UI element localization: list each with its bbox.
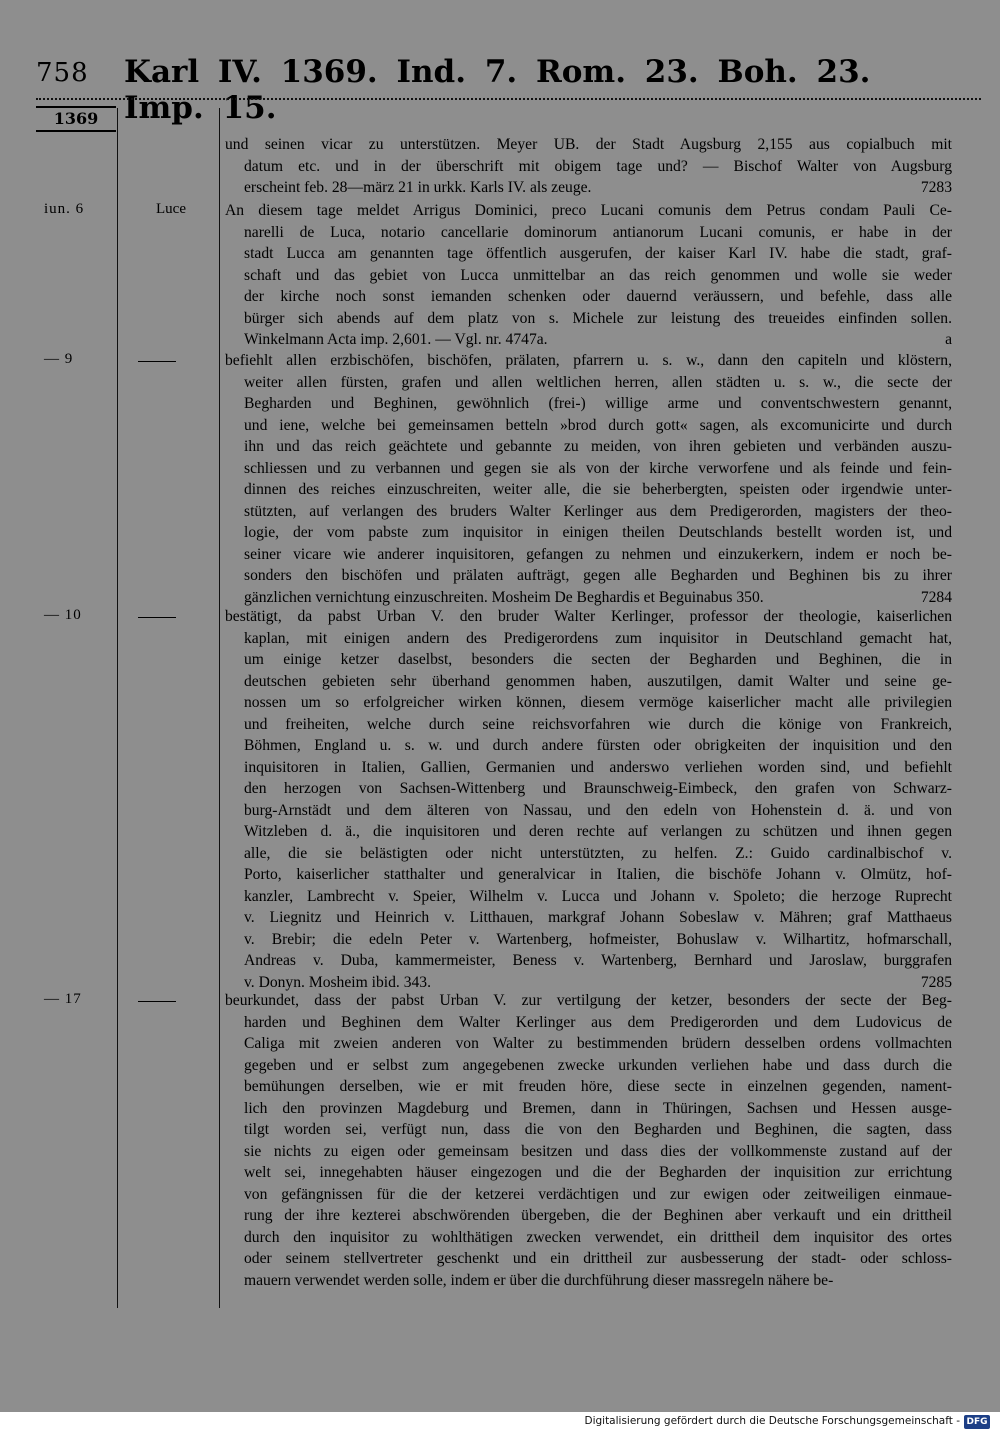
entry-text [225,134,952,199]
dfg-logo: DFG [964,1415,990,1429]
entry-line: Caliga mit zweien anderen von Walter zu bestimmenden brüdern desselben ordens vollmachten [244,1035,952,1052]
entry-place: Luce [156,201,186,217]
entry-line: v. Brebir; die edeln Peter v. Wartenberg, hofmeister, Bohuslaw v. Wilhartitz, hofmarschall, [244,930,952,948]
entry-line: Andreas v. Duba, kammermeister, Beness v. Wartenberg, Bernhard und Jaroslaw, burggrafen [244,952,952,969]
entry-line: narelli de Luca, notario cancellarie dominorum antianorum Lucani comunis, er habe in der [244,223,952,241]
entry-line: beurkundet, dass der pabst Urban V. zur vertilgung der ketzer, besonders der secte der Beg- [225,992,952,1009]
entry-line: Begharden und Beghinen, gewöhnlich (frei-) willige arme und conventschwestern genannt, [244,395,952,412]
entry-line: durch den inquisitor zu wohlthätigen zwecken verwendet, ein drittheil dem inquisitor des ortes [244,1228,952,1246]
entry-date: — 9 [44,351,74,367]
entry-line: bürger sich abends auf dem platz von s. Michele zur leistung des treueides einfinden sollen. [244,309,952,327]
page-footer [0,1412,1000,1432]
header-rule [36,98,981,100]
page-header [36,54,966,126]
entry-line: Böhmen, England u. s. w. und durch andere fürsten oder obrigkeiten der inquisition und den [244,737,952,754]
entry-line: alle, die sie belästigten oder nicht unterstützten, zu helfen. Z.: Guido cardinalbischof v. [244,844,952,862]
entry-line: sonders den bischöfen und prälaten aufträgt, gegen alle Begharden und Beghinen bis zu ihrer [244,567,952,584]
entry-line: seiner vicare wie anderer inquisitoren, gefangen zu nehmen und einzukerkern, indem er noch be- [244,545,952,563]
entry-line: v. Liegnitz und Heinrich v. Litthauen, markgraf Johann Sobeslaw v. Mähren; graf Matthaeus [244,909,952,926]
entry-line: ihn und das reich geächtete und gebannte zu meiden, von ihren gebieten und verbänden auszu- [244,438,952,455]
column-divider-date [117,108,118,1308]
entry-line: dinnen des reiches einzuschreiten, weiter alle, die sie beherbergten, speisten oder irgendwie unter- [244,481,952,498]
entry-number: 7283 [920,179,952,196]
entry-line: welt sei, innegehabten häuser eingezogen und die der Begharden der inquisition zur errichtung [244,1164,952,1181]
entry-line: gegeben und er selbst zum angegebenen zwecke urkunden verliehen habe und dass durch die [244,1056,952,1074]
entry-line: deutschen gebieten sehr überhand genommen haben, auszutilgen, damit Walter und seine ge- [244,672,952,690]
page-number: 758 [36,58,89,88]
entry-text [225,990,952,1291]
column-divider-place [219,108,220,1308]
entry-line: um einige ketzer daselbst, besonders die secten der Begharden und Beghinen, die in [244,651,952,668]
entry-line: An diesem tage meldet Arrigus Dominici, preco Lucani comunis dem Petrus condam Pauli Ce- [225,202,952,219]
entry-line: lich den provinzen Magdeburg und Bremen, dann in Thüringen, Sachsen und Hessen ausge- [244,1099,952,1117]
entry-line: Witzleben d. ä., die inquisitoren und deren rechte auf verlangen zu schützen und ihnen gegen [244,823,952,840]
entry-line: sie nichts zu eigen oder gemeinsam besitzen und dass dies der vollkommenste zustand auf der [244,1142,952,1160]
entry-date: — 10 [44,607,82,623]
same-place-dash [138,617,176,618]
entry-line: harden und Beghinen dem Walter Kerlinger aus dem Predigerorden und dem Ludovicus de [244,1013,952,1031]
entry-line: burg-Arnstädt und dem älteren von Nassau, und den edeln von Hohenstein d. ä. und von [244,801,952,819]
entry-line: gänzlichen vernichtung einzuschreiten. Mosheim De Beghardis et Beguinabus 350. 7284 [225,587,952,609]
entry-date: — 17 [44,991,82,1007]
year-label: 1369 [36,106,116,132]
entry-line: Winkelmann Acta imp. 2,601. — Vgl. nr. 4747a. a [225,329,952,351]
entry-line: datum etc. und in der überschrift mit obigem tage und? — Bischof Walter von Augsburg [244,157,952,175]
entry-line: und iene, welche bei gemeinsamen betteln »brod durch gott« sagen, als excomunicirte und durch [244,416,952,434]
entry-line: v. Donyn. Mosheim ibid. 343. 7285 [225,972,952,994]
entry-line: bestätigt, da pabst Urban V. den bruder Walter Kerlinger, professor der theologie, kaiserlichen [225,608,952,625]
entry-line: schliessen und zu verbannen und gegen sie als von der kirche verworfene und als feinde und fein- [244,459,952,477]
same-place-dash [138,1001,176,1002]
entry-line: den herzogen von Sachsen-Wittenberg und Braunschweig-Eimbeck, den grafen von Schwarz- [244,780,952,797]
entry-line: der kirche noch sonst iemanden schenken oder dauernd veräussern, und befehle, dass alle [244,288,952,305]
entry-line: Porto, kaiserlicher statthalter und generalvicar in Italien, die bischöfe Johann v. Olmütz, hof- [244,866,952,883]
entry-line: mauern verwendet werden solle, indem er über die durchführung dieser massregeln nähere be- [244,1271,834,1289]
entry-line: oder seinem stellvertreter geschenkt und ein drittheil zur ausbesserung der stadt- oder schloss- [244,1250,952,1267]
entry-line: bemühungen derselben, wie er mit freuden höre, diese secte in einzelnen gegenden, nament- [244,1078,952,1095]
entry-line: und seinen vicar zu unterstützen. Meyer UB. der Stadt Augsburg 2,155 aus copialbuch mit [225,136,952,153]
entry-line: weiter allen fürsten, grafen und allen weltlichen herren, allen städten u. s. w., die secte der [244,373,952,391]
entry-line: inquisitoren in Italien, Gallien, Germanien und anderswo verliehen worden sind, und befiehlt [244,758,952,776]
entry-line: nossen um so erfolgreicher wirken können, diesem vermöge kaiserlicher macht alle privilegien [244,694,952,711]
entry-line: rung der ihre kezterei abschwörenden übergeben, die der Beghinen aber verkauft und ein drittheil [244,1207,952,1224]
entry-line: tilgt worden sei, verfügt nun, dass die von den Begharden und Beghinen, die sagten, dass [244,1121,952,1138]
entry-date: iun. 6 [44,201,85,217]
entry-line: schaft und das gebiet von Lucca unmittelbar an das reich genommen und wolle sie weder [244,266,952,284]
entry-text [225,200,952,351]
entry-line: erscheint feb. 28—märz 21 in urkk. Karls IV. als zeuge. 7283 [225,177,952,199]
entry-line: und freiheiten, welche durch seine reichsvorfahren wie durch die könige von Frankreich, [244,715,952,733]
entry-line: logie, der vom pabste zum inquisitor in einigen theilen Deutschlands bestellt worden ist, und [244,524,952,541]
entry-number: 7284 [920,588,952,606]
entry-line: von gefängnissen für die der ketzerei verdächtigen und zur ewigen oder zeitweiligen einmaue- [244,1185,952,1203]
entry-line: stadt Lucca am genannten tage öffentlich ausgerufen, der kaiser Karl IV. habe die stadt, graf- [244,245,952,262]
entry-number: a [945,331,952,348]
entry-line: stützten, auf verlangen des bruders Walter Kerlinger aus dem Predigerorden, magisters der theo- [244,502,952,520]
entry-line: kaplan, mit einigen andern des Predigerordens zum inquisitor in Deutschland gemacht hat, [244,629,952,647]
footer-credit: Digitalisierung gefördert durch die Deutsche Forschungsgemeinschaft - [584,1415,960,1427]
entry-text [225,350,952,608]
running-title: Karl IV. 1369. Ind. 7. Rom. 23. Boh. 23. Imp. 15. [124,54,871,126]
entry-number: 7285 [920,973,952,991]
entry-line: befiehlt allen erzbischöfen, bischöfen, prälaten, pfarrern u. s. w., dann den capiteln und klöstern, [225,352,952,369]
entry-line: kanzler, Lambrecht v. Speier, Wilhelm v. Lucca und Johann v. Spoleto; die herzoge Ruprecht [244,887,952,905]
same-place-dash [138,361,176,362]
entry-text [225,606,952,993]
